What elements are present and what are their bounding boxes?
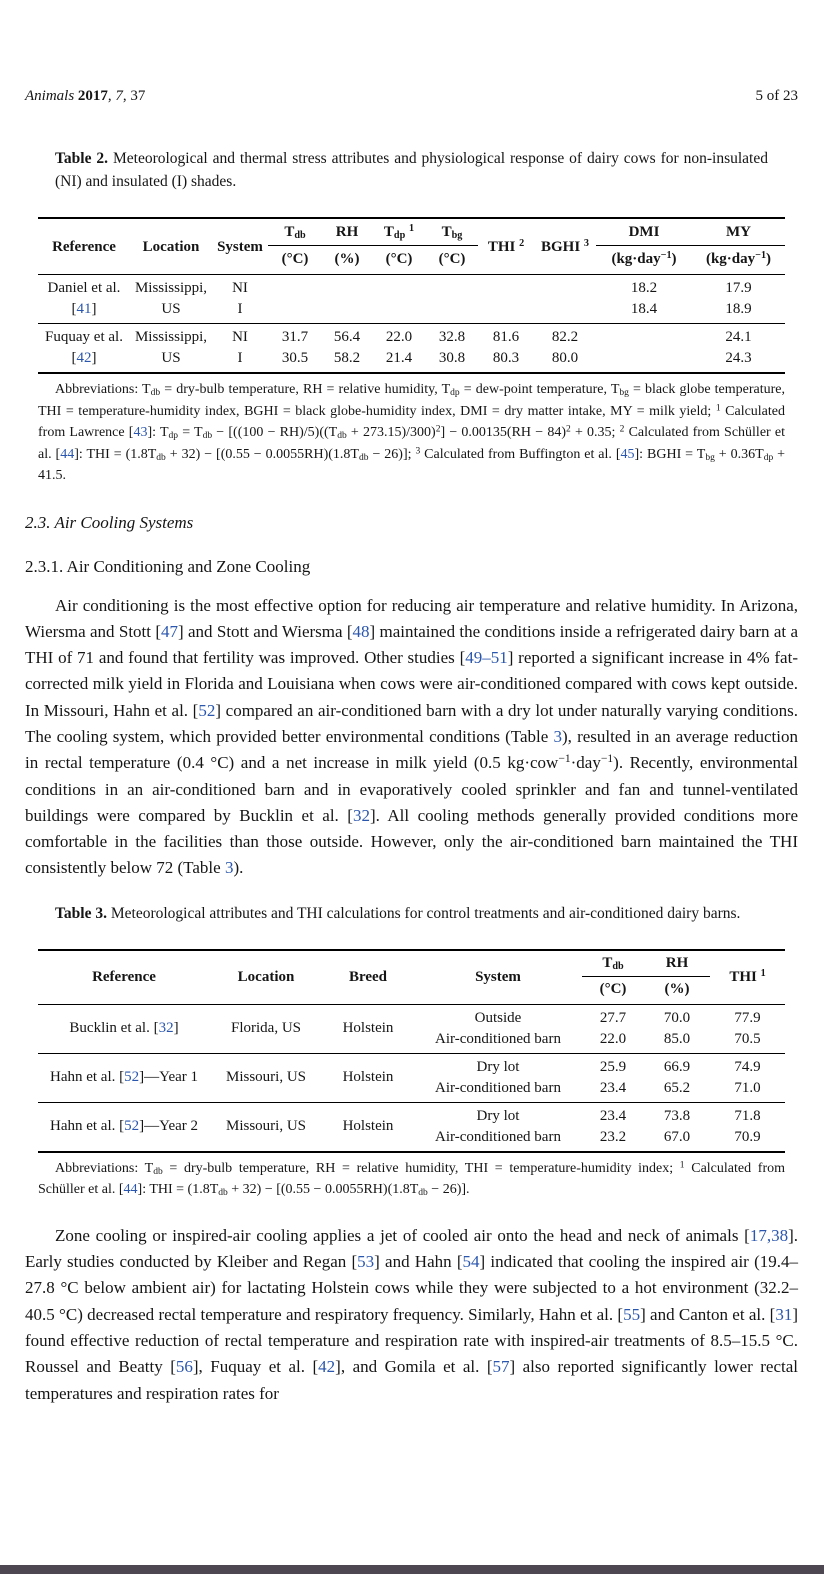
cell-tbg [426, 275, 478, 324]
unit-tdb: (°C) [268, 246, 322, 275]
citation-link[interactable]: 47 [161, 621, 178, 641]
column-header-tdb: $T_{db}$ [582, 950, 644, 977]
citation-link[interactable]: 52 [198, 700, 216, 720]
column-header-location: Location [210, 950, 322, 1005]
cell-thi: 77.9 70.5 [710, 1004, 785, 1053]
unit-rh: (%) [644, 976, 710, 1004]
table3 [38, 949, 785, 1153]
cell-reference: Hahn et al. [52]—Year 1 [38, 1053, 210, 1102]
cell-reference: Daniel et al. [41] [38, 275, 130, 324]
table-row [38, 1004, 785, 1053]
citation-link[interactable]: 48 [352, 621, 370, 641]
cell-rh: 56.4 58.2 [333, 329, 361, 366]
citation-link[interactable]: 41 [76, 301, 92, 317]
cell-system: Outside Air-conditioned barn [414, 1004, 582, 1053]
cell-reference: Fuquay et al. [42] [45, 329, 123, 366]
cell-system: NI I [212, 275, 268, 324]
column-header-tdb: $T_{db}$ [268, 218, 322, 246]
cell-tbg: 32.8 30.8 [438, 329, 466, 366]
column-header-tdp: $T_{dp}$ $^1$ [372, 218, 426, 246]
citation-link[interactable]: 43 [133, 425, 148, 440]
citation-link[interactable]: 42 [318, 1357, 336, 1377]
bottom-bar [0, 1565, 824, 1574]
citation-link[interactable]: 42 [76, 350, 92, 366]
cell-reference: Bucklin et al. [32] [38, 1004, 210, 1053]
cell-bghi [534, 275, 596, 324]
cell-bghi: 82.2 80.0 [551, 329, 579, 366]
column-header-reference: Reference [38, 950, 210, 1005]
subsection-heading-2-3-1: 2.3.1. Air Conditioning and Zone Cooling [25, 556, 311, 576]
column-header-my: MY [692, 218, 785, 246]
column-header-breed: Breed [322, 950, 414, 1005]
cell-system: NI I [232, 329, 248, 366]
paragraph-zone-cooling: Zone cooling or inspired-air cooling applies a jet of cooled air onto the head and neck of animals [17,38]. Early studies conducted by Kleiber and Regan [53] and Hahn [54] indicated that cooling the inspired air (19.4–27.8 °C below ambient air) for lactating Holstein cows while they were subjected to a hot environment (32.2–40.5 °C) decreased rectal temperature and respiratory frequency. Similarly, Hahn et al. [55] and Canton et al. [31] found effective reduction of rectal temperature and respiration rate with inspired-air treatments of 8.5–15.5 °C. Roussel and Beatty [56], Fuquay et al. [42], and Gomila et al. [57] also reported significantly lower rectal temperatures and respiration rates for [25, 1225, 799, 1403]
cell-location: Florida, US [210, 1004, 322, 1053]
citation-link[interactable]: 54 [462, 1252, 480, 1272]
table3-footnote: Abbreviations: $T_{db}$ = dry-bulb temperature, RH = relative humidity, THI = temperature-humidity index; $^1$ Calculated from Schüller et al. [44]: THI = $(1.8T_{db} + 32) - [(0.55 - 0.0055RH)(1.8T_{db} - 26)]$. [38, 1160, 785, 1199]
table-row [38, 1053, 785, 1102]
cell-tdb: 25.9 23.4 [582, 1053, 644, 1102]
cell-rh: 70.0 85.0 [644, 1004, 710, 1053]
citation-link[interactable]: 56 [175, 1357, 193, 1377]
journal-citation: Animals 2017, 7, 37 [25, 88, 146, 104]
cell-location: Mississippi, US [134, 329, 208, 366]
table-row [38, 275, 785, 324]
cell-breed: Holstein [322, 1053, 414, 1102]
unit-tdb: (°C) [582, 976, 644, 1004]
citation-link[interactable]: 32 [158, 1020, 174, 1037]
unit-my: (kg·day$^{-1}$) [692, 246, 785, 275]
cell-tdb: 31.7 30.5 [281, 329, 309, 366]
citation-link[interactable]: 32 [352, 805, 370, 825]
cell-thi [478, 275, 534, 324]
cell-location: Missouri, US [210, 1053, 322, 1102]
cell-thi: 71.8 70.9 [734, 1107, 761, 1145]
cell-thi: 81.6 80.3 [492, 329, 520, 366]
cell-location: Missouri, US [225, 1118, 307, 1135]
citation-link[interactable]: 53 [357, 1252, 375, 1272]
cell-thi: 74.9 71.0 [710, 1053, 785, 1102]
citation-link[interactable]: 55 [623, 1304, 641, 1324]
table2-footnote: Abbreviations: $T_{db}$ = dry-bulb temperature, RH = relative humidity, $T_{dp}$ = dew-point temperature, $T_{bg}$ = black globe temperature, THI = temperature-humidity index, BGHI = black globe-humidity index, DMI = dry matter intake, MY = milk yield; $^1$ Calculated from Lawrence [43]: $T_{dp} = T_{db} - [((100 - RH)/5)((T_{db} + 273.15)/300)^2] - 0.00135(RH - 84)^2 + 0.35$; $^2$ Calculated from Schüller et al. [44]: THI = $(1.8T_{db} + 32) - [(0.55 - 0.0055RH)(1.8T_{db} - 26)]$; $^3$ Calculated from Buffington et al. [45]: BGHI = $T_{bg} + 0.36T_{dp} + 41.5$. [38, 382, 786, 483]
table2 [38, 217, 785, 374]
column-header-thi: THI $^2$ [478, 218, 534, 275]
cell-rh: 73.8 67.0 [663, 1107, 691, 1145]
cell-breed: Holstein [342, 1118, 394, 1135]
table-row [38, 324, 785, 374]
citation-link[interactable]: 45 [620, 446, 635, 462]
cell-my: 24.1 24.3 [725, 329, 752, 366]
running-head [25, 88, 798, 105]
section-heading-2-3: 2.3. Air Cooling Systems [25, 512, 194, 532]
cell-rh [322, 275, 372, 324]
cell-reference: Hahn et al. [52]—Year 2 [49, 1118, 199, 1135]
column-header-location: Location [130, 218, 212, 275]
citation-link[interactable]: 57 [492, 1357, 510, 1377]
cell-dmi [596, 324, 692, 374]
cell-tdb [268, 275, 322, 324]
citation-link[interactable]: 52 [124, 1118, 140, 1135]
citation-link[interactable]: 17,38 [749, 1225, 789, 1245]
column-header-bghi: BGHI $^3$ [534, 218, 596, 275]
cell-tdb: 27.7 22.0 [582, 1004, 644, 1053]
unit-rh: (%) [322, 246, 372, 275]
column-header-system: System [414, 950, 582, 1005]
citation-link[interactable]: 31 [775, 1304, 793, 1324]
citation-link[interactable]: 44 [60, 446, 75, 462]
cell-tdb: 23.4 23.2 [599, 1107, 627, 1145]
citation-link[interactable]: 52 [124, 1069, 140, 1086]
column-header-tbg: $T_{bg}$ [426, 218, 478, 246]
column-header-thi: THI $^1$ [710, 950, 785, 1005]
unit-tdp: (°C) [372, 246, 426, 275]
citation-link[interactable]: 3 [224, 858, 234, 878]
table3-caption: Table 3. Meteorological attributes and THI calculations for control treatments and air-conditioned dairy barns. [55, 904, 741, 922]
column-header-system: System [212, 218, 268, 275]
page-number: 5 of 23 [755, 88, 798, 104]
cell-system: Dry lot Air-conditioned barn [435, 1107, 561, 1145]
citation-link[interactable]: 49–51 [465, 648, 508, 668]
citation-link[interactable]: 3 [553, 726, 562, 746]
cell-my: 17.9 18.9 [692, 275, 785, 324]
unit-tbg: (°C) [426, 246, 478, 275]
cell-system: Dry lot Air-conditioned barn [414, 1053, 582, 1102]
cell-location: Mississippi, US [130, 275, 212, 324]
table-row [38, 1102, 785, 1152]
column-header-reference: Reference [38, 218, 130, 275]
unit-dmi: (kg·day$^{-1}$) [596, 246, 692, 275]
cell-tdp: 22.0 21.4 [385, 329, 413, 366]
table2-caption: Table 2. Meteorological and thermal stress attributes and physiological response of dairy cows for non-insulated (NI) and insulated (I) shades. [55, 150, 768, 190]
cell-breed: Holstein [322, 1004, 414, 1053]
column-header-rh: RH [322, 218, 372, 246]
document-page [0, 88, 824, 1407]
citation-link[interactable]: 44 [123, 1182, 138, 1198]
paragraph-air-conditioning: Air conditioning is the most effective option for reducing air temperature and relative humidity. In Arizona, Wiersma and Stott [47] and Stott and Wiersma [48] maintained the conditions inside a refrigerated dairy barn at a THI of 71 and found that fertility was improved. Other studies [49–51] reported a significant increase in 4% fat-corrected milk yield in Florida and Louisiana when cows were air-conditioned compared with cows kept outside. In Missouri, Hahn et al. [52] compared an air-conditioned barn with a dry lot under naturally varying conditions. The cooling system, which provided better environmental conditions (Table 3), resulted in an average reduction in rectal temperature (0.4 °C) and a net increase in milk yield (0.5 kg·cow$^{-1}$·day$^{-1}$). Recently, environmental conditions in an air-conditioned barn and in evaporatively cooled sprinkler and fan and tunnel-ventilated buildings were compared by Bucklin et al. [32]. All cooling methods generally provided conditions more comfortable in the facilities than those outside. However, only the air-conditioned barn maintained the THI consistently below 72 (Table 3). [25, 595, 799, 878]
column-header-rh: RH [644, 950, 710, 977]
cell-tdp [372, 275, 426, 324]
column-header-dmi: DMI [596, 218, 692, 246]
cell-dmi: 18.2 18.4 [596, 275, 692, 324]
cell-rh: 66.9 65.2 [644, 1053, 710, 1102]
